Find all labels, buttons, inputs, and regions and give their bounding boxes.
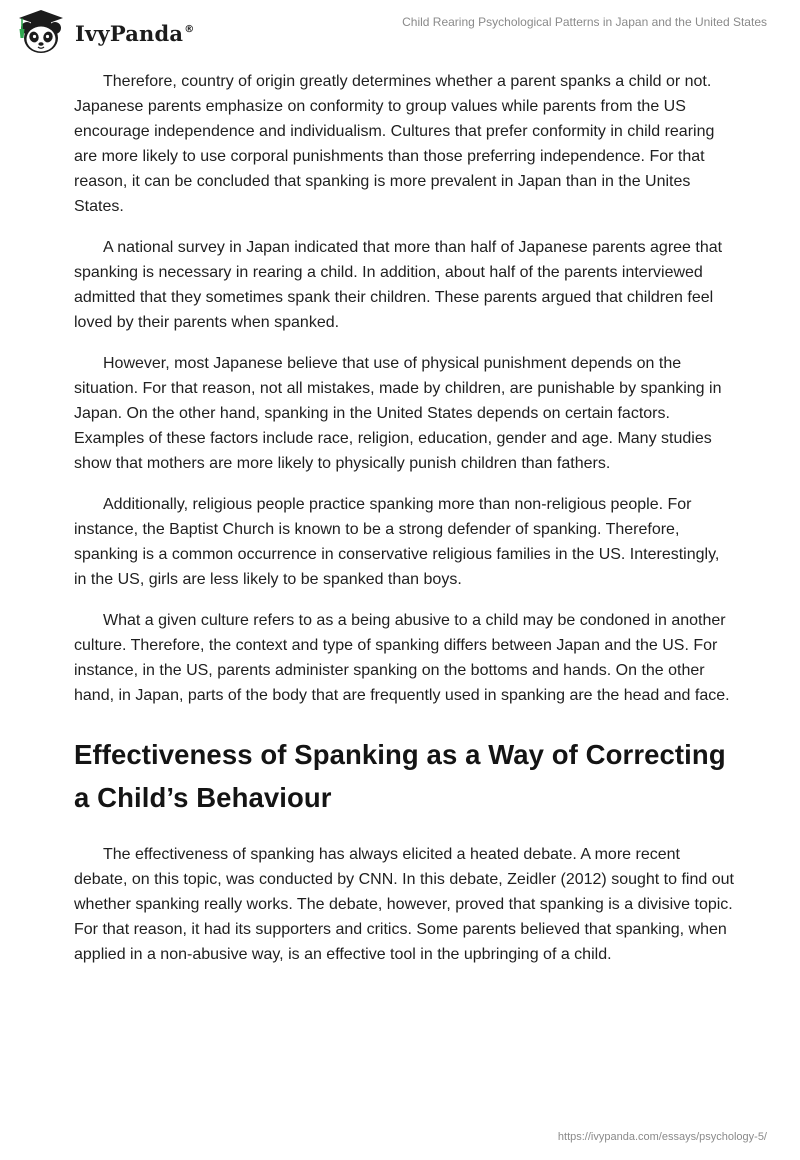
brand-name-text: IvyPanda [75,20,184,46]
section-heading: Effectiveness of Spanking as a Way of Correcting a Child’s Behaviour [74,739,726,813]
ivypanda-logo[interactable] [14,8,194,56]
paragraph: However, most Japanese believe that use of physical punishment depends on the situation. For that reason, not all mistakes, made by children, are punishable by spanking in Japan. On the other hand, spanking in the United States depends on certain factors. Examples of these factors include race, religion, education, gender and age. Many studies show that mothers are more likely to physically punish children than fathers. [74,355,722,472]
registered-mark: ® [184,23,195,35]
panda-graduate-logo-icon [14,8,68,56]
paragraph: The effectiveness of spanking has always elicited a heated debate. A more recent debate, on this topic, was conducted by CNN. In this debate, Zeidler (2012) sought to find out whether spanking really works. The debate, however, proved that spanking is a divisive topic. For that reason, it had its supporters and critics. Some parents believed that spanking, when applied in a non-abusive way, is an effective tool in the upbringing of a child. [74,846,734,963]
document-title: Child Rearing Psychological Patterns in Japan and the United States [402,15,767,29]
paragraph: A national survey in Japan indicated that more than half of Japanese parents agree that spanking is necessary in rearing a child. In addition, about half of the parents interviewed admitted that they sometimes spank their children. These parents argued that children feel loved by their parents when spanked. [74,239,723,331]
brand-name [75,21,194,46]
essay-content [74,69,734,983]
footer-url[interactable]: https://ivypanda.com/essays/psychology-5/ [557,1131,767,1143]
paragraph: What a given culture refers to as a being abusive to a child may be condoned in another culture. Therefore, the context and type of spanking differs between Japan and the US. For instance, in the US, parents administer spanking on the bottoms and hands. On the other hand, in Japan, parts of the body that are frequently used in spanking are the head and face. [74,612,730,704]
paragraph: Therefore, country of origin greatly determines whether a parent spanks a child or not. Japanese parents emphasize on conformity to group values while parents from the US encourage independence and individualism. Cultures that prefer conformity in child rearing are more likely to use corporal punishments than those preferring independence. For that reason, it can be concluded that spanking is more prevalent in Japan than in the Unites States. [74,73,715,215]
page-header [0,0,800,70]
paragraph: Additionally, religious people practice spanking more than non-religious people. For instance, the Baptist Church is known to be a strong defender of spanking. Therefore, spanking is a common occurrence in conservative religious families in the US. Interestingly, in the US, girls are less likely to be spanked than boys. [74,496,720,588]
